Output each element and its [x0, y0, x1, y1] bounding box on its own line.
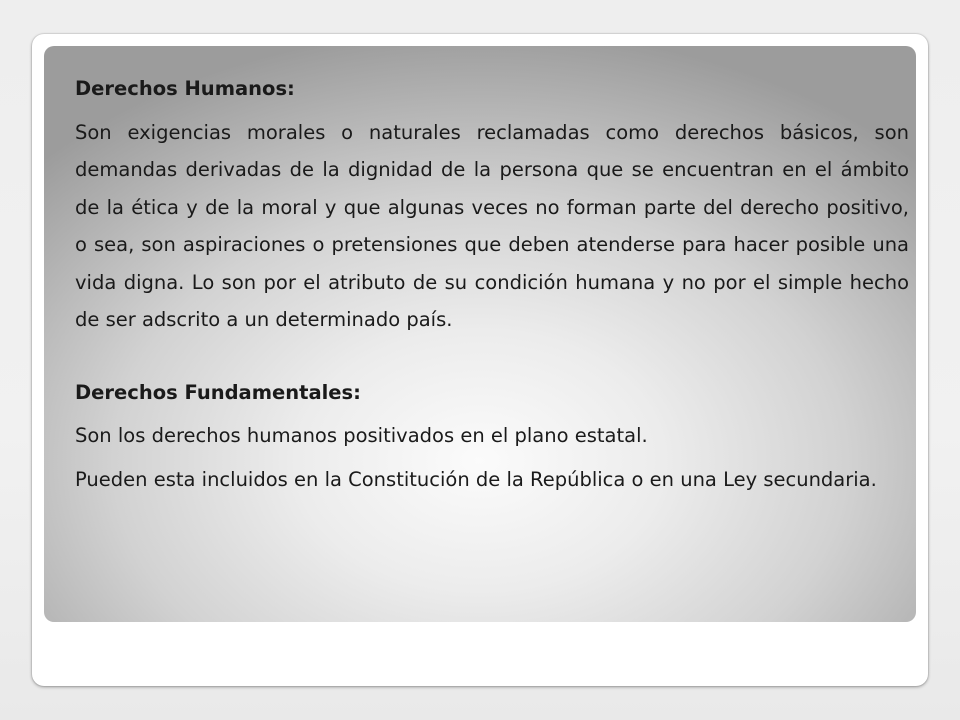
- paragraph-derechos-humanos: Son exigencias morales o naturales reclamadas como derechos básicos, son demandas derivadas de la dignidad de la persona que se encuentran en el ámbito de la ética y de la moral y que algunas veces no forman parte del derecho positivo, o sea, son aspiraciones o pretensiones que deben atenderse para hacer posible una vida digna. Lo son por el atributo de su condición humana y no por el simple hecho de ser adscrito a un determinado país.: [75, 120, 909, 331]
- heading-derechos-humanos: Derechos Humanos:: [75, 77, 295, 100]
- section-spacer: [75, 339, 909, 374]
- slide-text-block: [75, 70, 909, 498]
- heading-derechos-fundamentales: Derechos Fundamentales:: [75, 380, 361, 404]
- paragraph-derechos-fundamentales-1: Son los derechos humanos positivados en el plano estatal.: [75, 424, 648, 447]
- paragraph-derechos-fundamentales-2: Pueden esta incluidos en la Constitución de la República o en una Ley secundaria.: [75, 467, 877, 491]
